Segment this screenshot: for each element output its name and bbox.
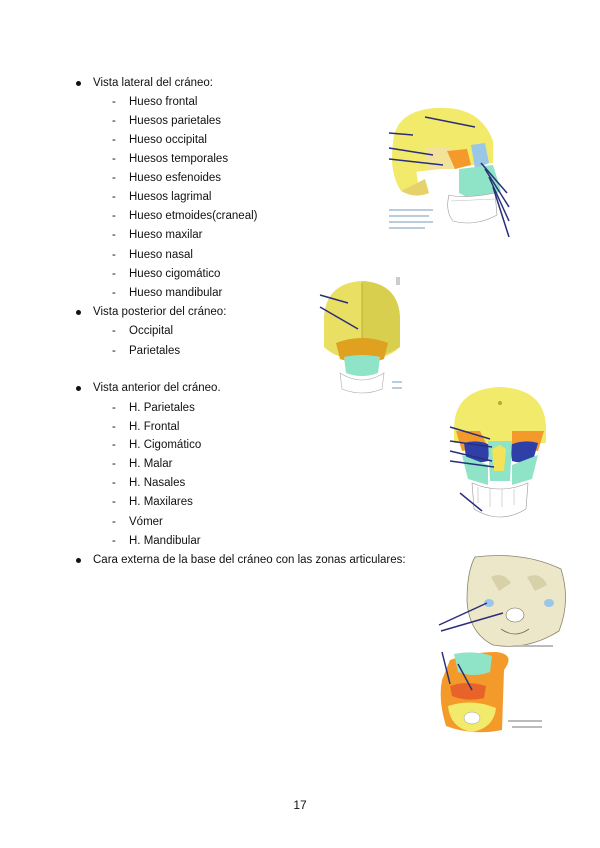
bullet-icon	[76, 310, 81, 315]
section-posterior-title: Vista posterior del cráneo:	[76, 305, 226, 319]
lateral-skull-illustration	[385, 103, 515, 243]
skull-base-colored-illustration	[436, 650, 546, 735]
list-item: - Huesos temporales	[112, 153, 229, 165]
list-item: - Hueso maxilar	[112, 229, 203, 241]
skull-base-illustration	[437, 551, 572, 651]
list-item: - H. Mandibular	[112, 535, 201, 547]
list-item: - H. Maxilares	[112, 496, 193, 508]
list-item: - Hueso esfenoides	[112, 172, 222, 184]
page-number: 17	[293, 798, 307, 812]
list-item: - Occipital	[112, 325, 174, 337]
list-item: - Hueso frontal	[112, 96, 198, 108]
list-item: - H. Frontal	[112, 421, 180, 433]
bullet-icon	[76, 558, 81, 563]
list-item: - Hueso mandibular	[112, 287, 223, 299]
list-item: - Huesos lagrimal	[112, 191, 212, 203]
posterior-skull-illustration	[318, 277, 406, 402]
list-item: - Hueso etmoides(craneal)	[112, 210, 258, 222]
list-item: - H. Parietales	[112, 402, 195, 414]
list-item: - Hueso nasal	[112, 249, 193, 261]
anterior-skull-illustration	[448, 385, 553, 525]
list-item: - H. Cigomático	[112, 439, 202, 451]
list-item: - H. Malar	[112, 458, 173, 470]
section-base-title: Cara externa de la base del cráneo con las zonas articulares:	[76, 553, 406, 567]
list-item: - Vómer	[112, 516, 163, 528]
section-anterior-title: Vista anterior del cráneo.	[76, 381, 221, 395]
list-item: - H. Nasales	[112, 477, 186, 489]
list-item: - Hueso cigomático	[112, 268, 221, 280]
bullet-icon	[76, 386, 81, 391]
list-item: - Hueso occipital	[112, 134, 207, 146]
section-lateral-title: Vista lateral del cráneo:	[76, 76, 213, 90]
list-item: - Huesos parietales	[112, 115, 222, 127]
bullet-icon	[76, 81, 81, 86]
list-item: - Parietales	[112, 345, 181, 357]
